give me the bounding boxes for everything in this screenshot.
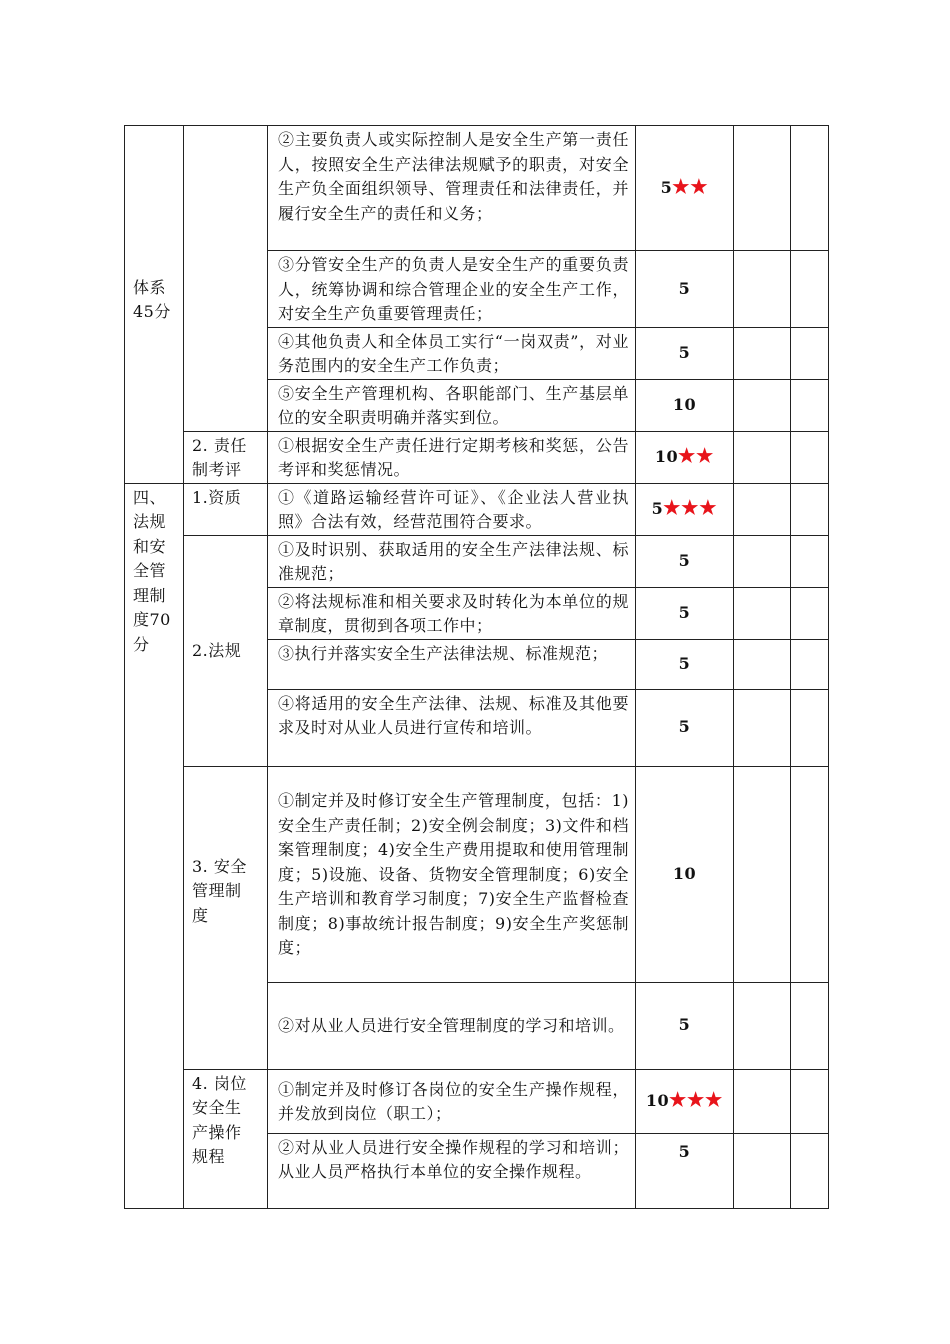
score-value: 10: [645, 1091, 670, 1111]
table-row: [125, 535, 829, 587]
score-cell: [636, 766, 734, 982]
criterion-text: ①制定并及时修订各岗位的安全生产操作规程，并发放到岗位（职工）；: [268, 1069, 636, 1133]
subcategory-label: 1.资质: [184, 483, 268, 535]
score-value: 5: [678, 602, 691, 622]
score-cell: [636, 431, 734, 483]
subcategory-label: 2. 责任 制考评: [184, 431, 268, 483]
subcategory-label: 3. 安全 管理制 度: [184, 766, 268, 1069]
score-value: 5: [678, 278, 691, 298]
blank-cell: [734, 766, 791, 982]
subcategory-label: 2.法规: [184, 535, 268, 766]
table-row: [125, 126, 829, 251]
score-cell: [636, 535, 734, 587]
blank-cell: [734, 639, 791, 689]
blank-cell: [734, 1069, 791, 1133]
criterion-text: ④将适用的安全生产法律、法规、标准及其他要求及时对从业人员进行宣传和培训。: [268, 689, 636, 766]
category-cell: [125, 126, 184, 484]
score-value: 5: [678, 653, 691, 673]
blank-cell: [791, 587, 829, 639]
score-cell: [636, 251, 734, 328]
criterion-text: ①根据安全生产责任进行定期考核和奖惩，公告考评和奖惩情况。: [268, 431, 636, 483]
blank-cell: [791, 689, 829, 766]
criterion-text: ①及时识别、获取适用的安全生产法律法规、标准规范；: [268, 535, 636, 587]
blank-cell: [734, 689, 791, 766]
score-cell: [636, 379, 734, 431]
criterion-text: ④其他负责人和全体员工实行“一岗双责”，对业务范围内的安全生产工作负责；: [268, 327, 636, 379]
blank-cell: [791, 327, 829, 379]
category-label-line2: 45分: [133, 302, 171, 322]
star-rating-icon: ★★: [678, 445, 715, 468]
score-value: 10: [654, 447, 679, 467]
criterion-text: ②对从业人员进行安全管理制度的学习和培训。: [268, 982, 636, 1069]
table-row: [125, 1069, 829, 1133]
score-value: 5: [678, 342, 691, 362]
score-value: 5: [678, 1015, 691, 1035]
blank-cell: [734, 982, 791, 1069]
score-value: 5: [678, 717, 691, 737]
table-row: [125, 483, 829, 535]
blank-cell: [791, 1133, 829, 1208]
blank-cell: [734, 535, 791, 587]
blank-cell: [791, 126, 829, 251]
score-cell: [636, 982, 734, 1069]
score-cell: [636, 327, 734, 379]
score-cell: [636, 1133, 734, 1208]
criterion-text: ③执行并落实安全生产法律法规、标准规范；: [268, 639, 636, 689]
score-cell: [636, 483, 734, 535]
score-cell: [636, 587, 734, 639]
criterion-text: ③分管安全生产的负责人是安全生产的重要负责人，统筹协调和综合管理企业的安全生产工作，对安全生产负重要管理责任；: [268, 251, 636, 328]
subcategory-label: 4. 岗位 安全生 产操作 规程: [184, 1069, 268, 1208]
score-value: 10: [672, 863, 697, 883]
score-value: 5: [651, 499, 664, 519]
blank-cell: [791, 639, 829, 689]
criterion-text: ①制定并及时修订安全生产管理制度，包括：1)安全生产责任制；2)安全例会制度；3)文件和档案管理制度；4)安全生产费用提取和使用管理制度；5)设施、设备、货物安全管理制度；6)安全生产培训和教育学习制度；7)安全生产监督检查制度；8)事故统计报告制度；9)安全生产奖惩制度；: [268, 766, 636, 982]
criterion-text: ②对从业人员进行安全操作规程的学习和培训；从业人员严格执行本单位的安全操作规程。: [268, 1133, 636, 1208]
blank-cell: [734, 126, 791, 251]
blank-cell: [791, 251, 829, 328]
blank-cell: [791, 535, 829, 587]
blank-cell: [791, 766, 829, 982]
scoring-table: [124, 125, 829, 1209]
criterion-text: ②将法规标准和相关要求及时转化为本单位的规章制度，贯彻到各项工作中；: [268, 587, 636, 639]
blank-cell: [791, 431, 829, 483]
score-cell: [636, 1069, 734, 1133]
subcategory-cell: [184, 126, 268, 432]
blank-cell: [791, 982, 829, 1069]
score-cell: [636, 639, 734, 689]
category-label: 四、 法规 和安 全管 理制 度70 分: [125, 483, 184, 1208]
blank-cell: [791, 483, 829, 535]
blank-cell: [734, 431, 791, 483]
criterion-text: ⑤安全生产管理机构、各职能部门、生产基层单位的安全职责明确并落实到位。: [268, 379, 636, 431]
table-row: [125, 766, 829, 982]
blank-cell: [791, 1069, 829, 1133]
score-cell: [636, 126, 734, 251]
score-value: 5: [660, 178, 673, 198]
blank-cell: [734, 251, 791, 328]
star-rating-icon: ★★★: [669, 1089, 724, 1112]
blank-cell: [791, 379, 829, 431]
blank-cell: [734, 379, 791, 431]
table-row: [125, 431, 829, 483]
blank-cell: [734, 327, 791, 379]
criterion-text: ①《道路运输经营许可证》、《企业法人营业执照》合法有效，经营范围符合要求。: [268, 483, 636, 535]
category-label-line1: 体系: [133, 277, 167, 297]
score-value: 5: [678, 550, 691, 570]
criterion-text: ②主要负责人或实际控制人是安全生产第一责任人，按照安全生产法律法规赋予的职责，对安全生产负全面组织领导、管理责任和法律责任，并履行安全生产的责任和义务；: [268, 126, 636, 251]
blank-cell: [734, 483, 791, 535]
star-rating-icon: ★★★: [663, 497, 718, 520]
score-cell: [636, 689, 734, 766]
star-rating-icon: ★★: [672, 176, 709, 199]
score-value: 10: [672, 394, 697, 414]
score-value: 5: [678, 1141, 691, 1161]
blank-cell: [734, 587, 791, 639]
blank-cell: [734, 1133, 791, 1208]
